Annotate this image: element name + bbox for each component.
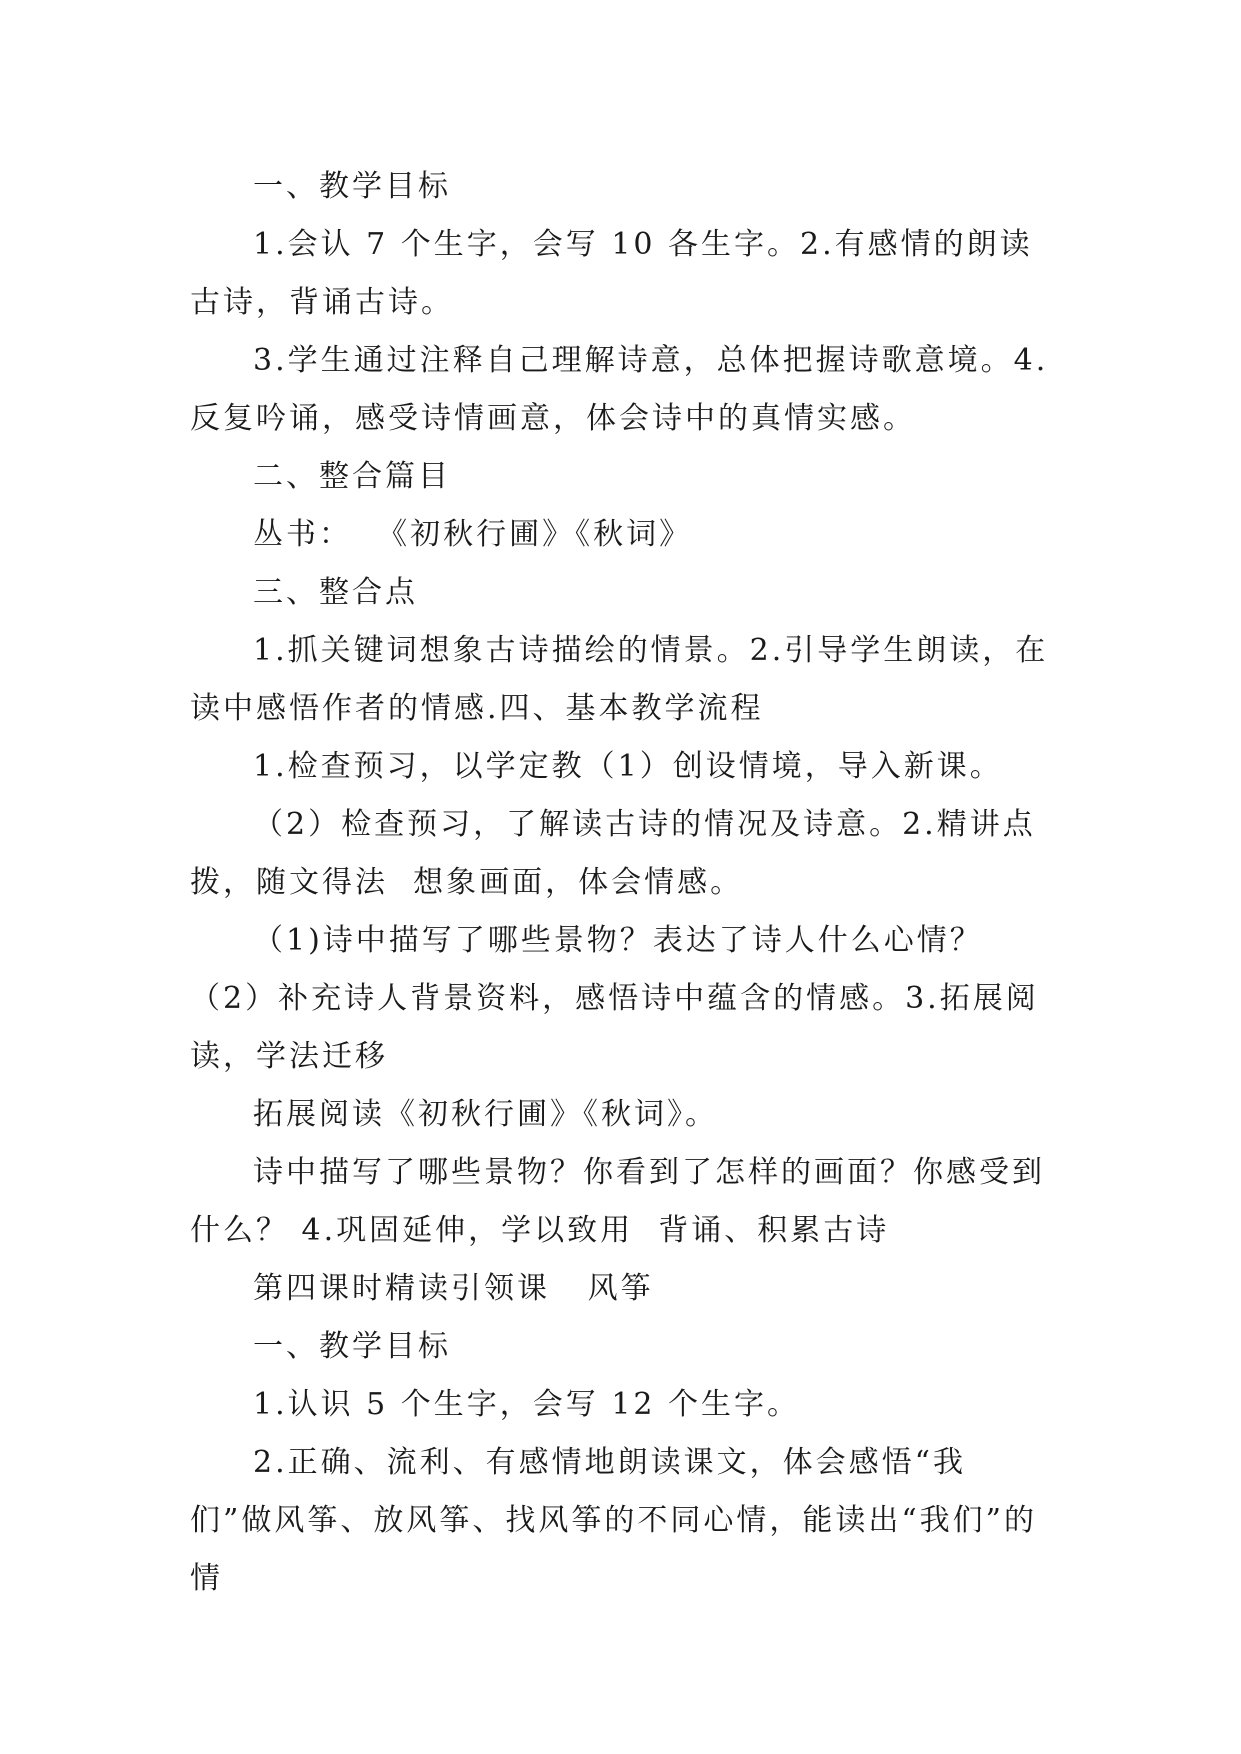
paragraph: （1)诗中描写了哪些景物？表达了诗人什么心情？（2）补充诗人背景资料，感悟诗中蕴含的情感。3.拓展阅读，学法迁移	[190, 923, 1039, 1074]
paragraph: 2.正确、流利、有感情地朗读课文，体会感悟“我们”做风筝、放风筝、找风筝的不同心情，能读出“我们”的情	[190, 1445, 1038, 1596]
heading-teaching-goals: 一、教学目标	[253, 169, 451, 204]
paragraph: 诗中描写了哪些景物？你看到了怎样的画面？你感受到什么？ 4.巩固延伸，学以致用 背诵、积累古诗	[190, 1155, 1045, 1248]
paragraph: 3.学生通过注释自己理解诗意，总体把握诗歌意境。4.反复吟诵，感受诗情画意，体会诗中的真情实感。	[190, 343, 1049, 436]
heading-integration-points: 三、整合点	[253, 575, 418, 610]
lesson-title: 第四课时精读引领课 风筝	[253, 1271, 654, 1306]
paragraph: 1.抓关键词想象古诗描绘的情景。2.引导学生朗读，在读中感悟作者的情感.四、基本教学流程	[190, 633, 1049, 726]
document-body	[190, 158, 1050, 1608]
paragraph: （2）检查预习，了解读古诗的情况及诗意。2.精讲点拨，随文得法 想象画面，体会情感。	[190, 807, 1036, 900]
paragraph: 拓展阅读《初秋行圃》《秋词》。	[253, 1097, 718, 1132]
paragraph: 1.认识 5 个生字，会写 12 个生字。	[253, 1387, 801, 1422]
paragraph: 1.检查预习，以学定教（1）创设情境，导入新课。	[253, 749, 1003, 784]
paragraph: 1.会认 7 个生字，会写 10 各生字。2.有感情的朗读古诗，背诵古诗。	[190, 227, 1033, 320]
heading-integrated-items: 二、整合篇目	[253, 459, 451, 494]
paragraph: 丛书： 《初秋行圃》《秋词》	[253, 517, 693, 552]
heading-teaching-goals: 一、教学目标	[253, 1329, 451, 1364]
